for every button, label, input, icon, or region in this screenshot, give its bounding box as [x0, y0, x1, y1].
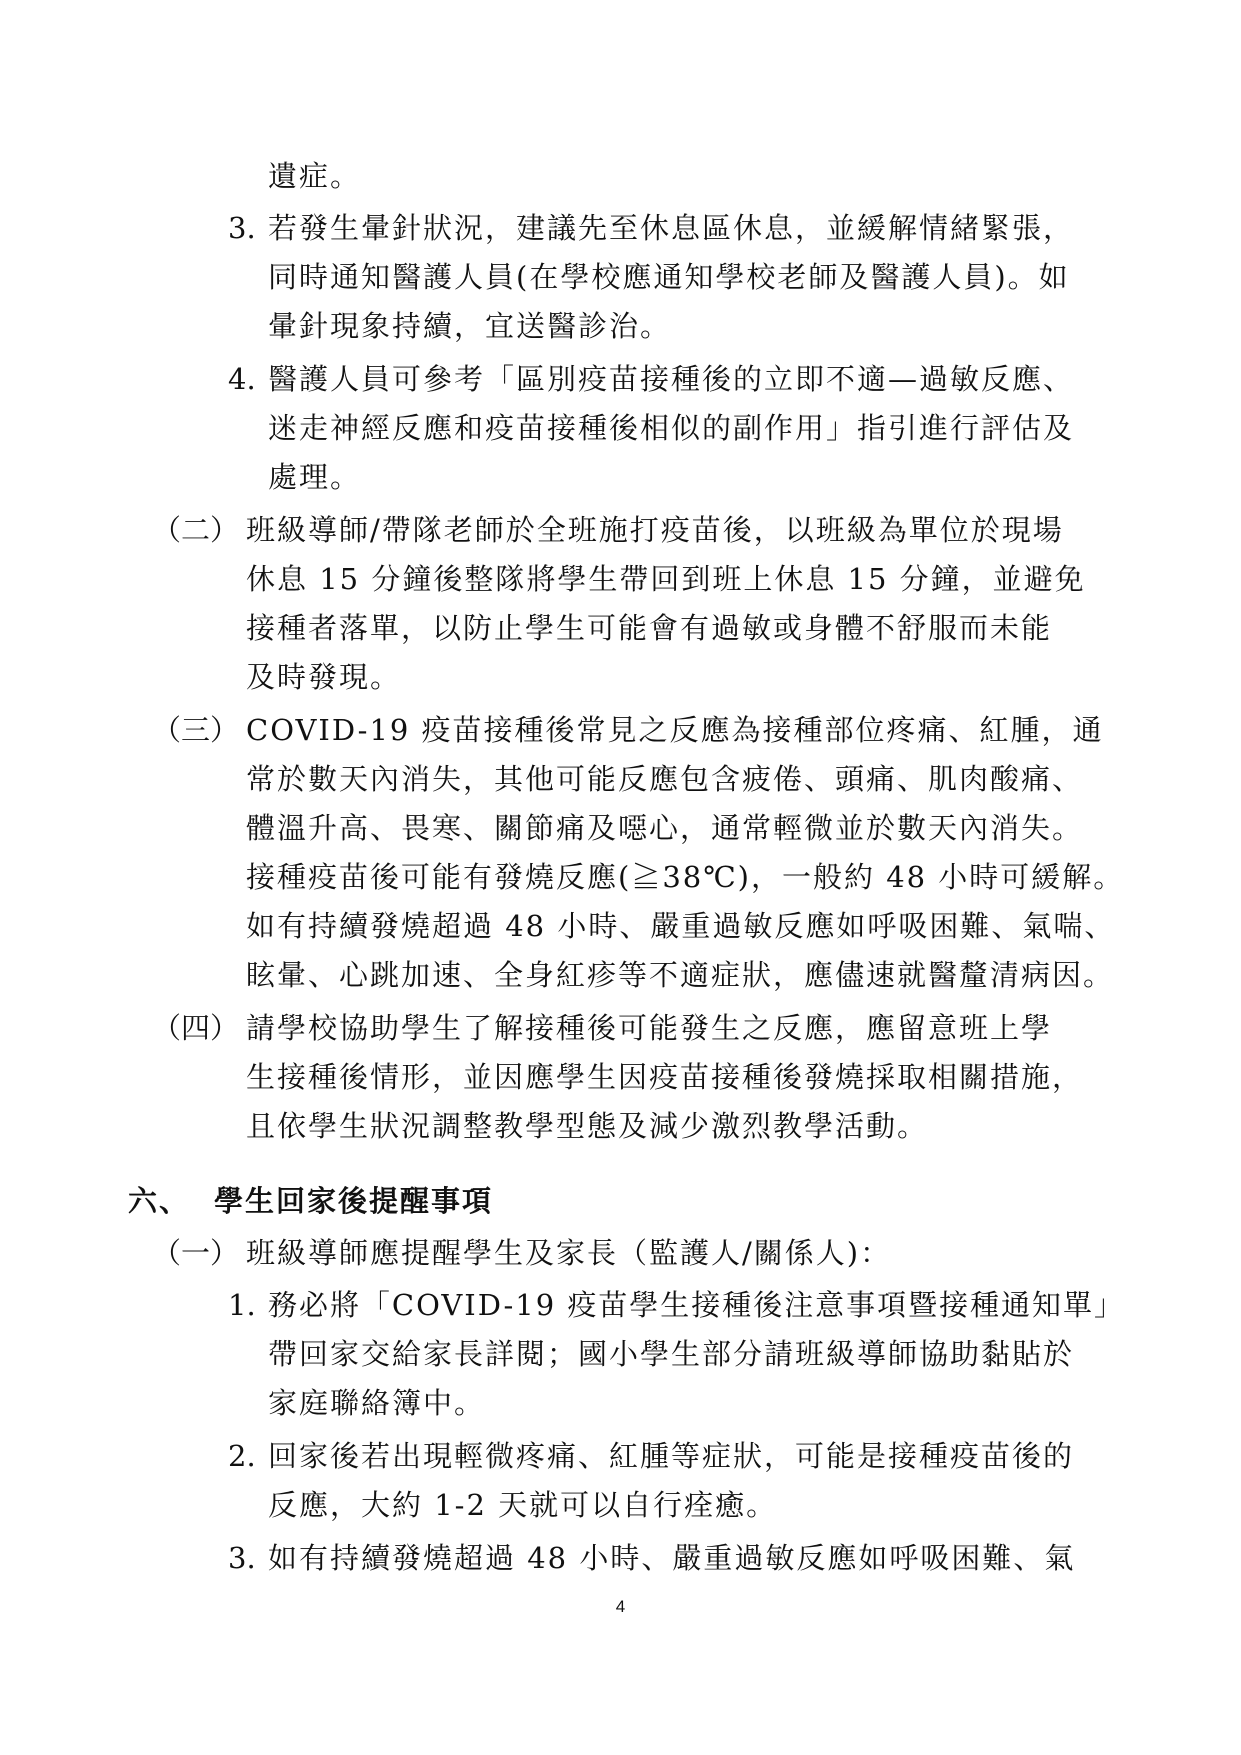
- list-number: 3.: [228, 211, 256, 245]
- section-heading: 學生回家後提醒事項: [214, 1184, 494, 1218]
- text-line: 同時通知醫護人員(在學校應通知學校老師及醫護人員)。如: [268, 260, 1070, 294]
- text-line: 及時發現。: [246, 660, 402, 694]
- text-line: 醫護人員可參考「區別疫苗接種後的立即不適—過敏反應、: [268, 362, 1075, 396]
- section-marker: （二）: [152, 513, 240, 547]
- section-marker: （一）: [152, 1236, 240, 1270]
- text-line: 家庭聯絡簿中。: [268, 1386, 486, 1420]
- text-line: 生接種後情形，並因應學生因疫苗接種後發燒採取相關措施，: [246, 1060, 1084, 1094]
- text-line: 處理。: [268, 460, 362, 494]
- list-number: 3.: [228, 1541, 256, 1575]
- text-line: 遺症。: [268, 159, 362, 193]
- text-line: 休息 15 分鐘後整隊將學生帶回到班上休息 15 分鐘，並避免: [246, 562, 1086, 596]
- text-line: 請學校協助學生了解接種後可能發生之反應，應留意班上學: [246, 1011, 1053, 1045]
- text-line: 眩暈、心跳加速、全身紅疹等不適症狀，應儘速就醫釐清病因。: [246, 958, 1115, 992]
- section-marker: （三）: [152, 713, 240, 747]
- text-line: 若發生暈針狀況，建議先至休息區休息，並緩解情緒緊張，: [268, 211, 1075, 245]
- text-line: 暈針現象持續，宜送醫診治。: [268, 309, 672, 343]
- section-marker: （四）: [152, 1011, 240, 1045]
- text-line: 常於數天內消失，其他可能反應包含疲倦、頭痛、肌肉酸痛、: [246, 762, 1084, 796]
- text-line: 務必將「COVID-19 疫苗學生接種後注意事項暨接種通知單」: [268, 1288, 1125, 1322]
- text-line: 班級導師應提醒學生及家長（監護人/關係人)：: [246, 1236, 892, 1270]
- text-line: 如有持續發燒超過 48 小時、嚴重過敏反應如呼吸困難、氣: [268, 1541, 1076, 1575]
- heading-marker: 六、: [128, 1184, 191, 1218]
- list-number: 2.: [228, 1439, 256, 1473]
- text-line: 帶回家交給家長詳閱；國小學生部分請班級導師協助黏貼於: [268, 1337, 1075, 1371]
- text-line: 體溫升高、畏寒、關節痛及噁心，通常輕微並於數天內消失。: [246, 811, 1084, 845]
- text-line: 如有持續發燒超過 48 小時、嚴重過敏反應如呼吸困難、氣喘、: [246, 909, 1116, 943]
- page-number: 4: [615, 1597, 626, 1616]
- text-line: 反應，大約 1-2 天就可以自行痊癒。: [268, 1488, 778, 1522]
- list-number: 1.: [228, 1288, 256, 1322]
- text-line: 接種疫苗後可能有發燒反應(≧38℃)，一般約 48 小時可緩解。: [246, 860, 1125, 894]
- text-line: 回家後若出現輕微疼痛、紅腫等症狀，可能是接種疫苗後的: [268, 1439, 1075, 1473]
- text-line: 班級導師/帶隊老師於全班施打疫苗後，以班級為單位於現場: [246, 513, 1064, 547]
- text-line: 迷走神經反應和疫苗接種後相似的副作用」指引進行評估及: [268, 411, 1075, 445]
- text-line: 接種者落單，以防止學生可能會有過敏或身體不舒服而未能: [246, 611, 1053, 645]
- list-number: 4.: [228, 362, 256, 396]
- text-line: 且依學生狀況調整教學型態及減少激烈教學活動。: [246, 1109, 929, 1143]
- text-line: COVID-19 疫苗接種後常見之反應為接種部位疼痛、紅腫，通: [246, 713, 1104, 747]
